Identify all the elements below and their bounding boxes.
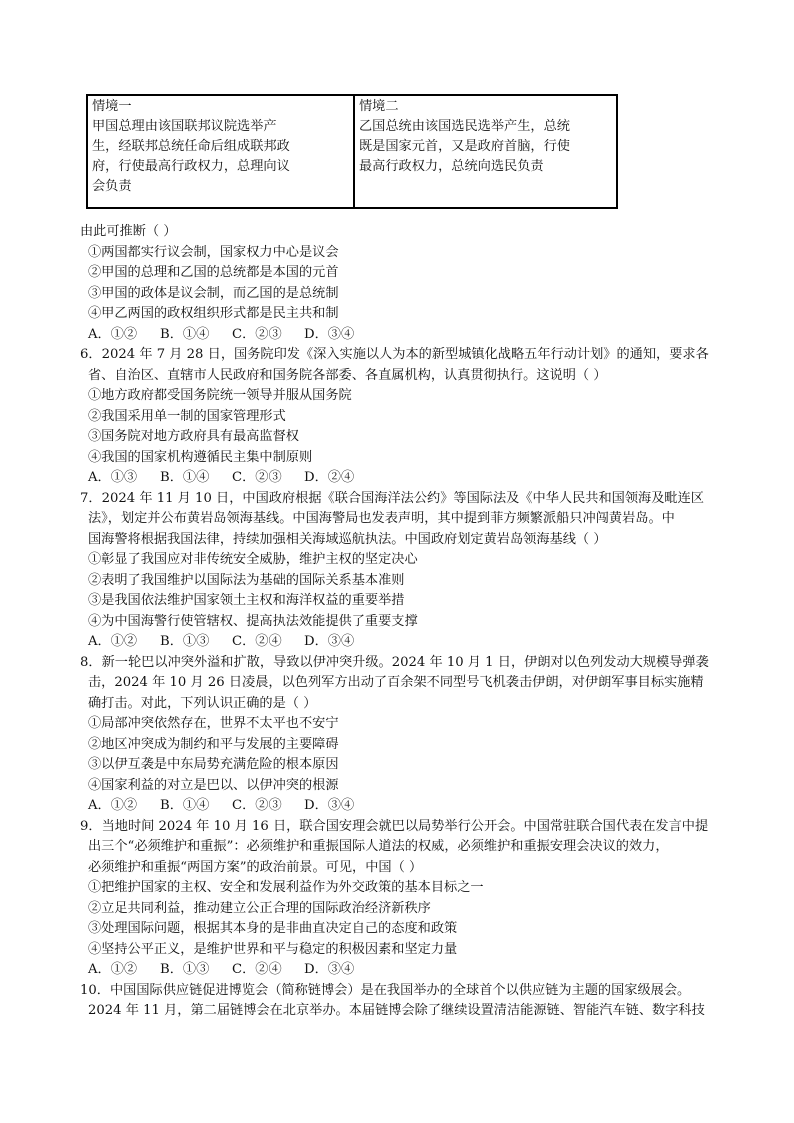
answer-c: C．②③: [232, 798, 282, 813]
answer-a: A．①②: [88, 326, 138, 342]
answer-c: C．②④: [232, 962, 282, 977]
option-item: ②甲国的总理和乙国的总统都是本国的元首: [88, 265, 339, 280]
answer-choices: [80, 325, 720, 346]
situation-two-line: 乙国总统由该国选民选举产生，总统: [359, 119, 570, 134]
situation-two-title: 情境二: [359, 99, 399, 114]
situation-two-line: 最高行政权力，总统向选民负责: [359, 159, 544, 174]
option-item: ③处理国际问题，根据其本身的是非曲直决定自己的态度和政策: [88, 921, 458, 936]
answer-choices: [80, 796, 720, 817]
option-item: ①地方政府都受国务院统一领导并服从国务院: [88, 388, 352, 403]
question-line: 6．2024 年 7 月 28 日，国务院印发《深入实施以人为本的新型城镇化战略五年行动计划》的通知，要求各: [80, 347, 709, 362]
answer-b: B．①③: [160, 962, 210, 977]
answer-d: D．③④: [304, 326, 355, 342]
answer-d: D．②④: [304, 470, 355, 485]
answer-choices: [80, 468, 720, 489]
answer-a: A．①②: [88, 798, 138, 813]
option-item: ②我国采用单一制的国家管理形式: [88, 408, 286, 424]
situation-one-title: 情境一: [92, 99, 132, 114]
question-line: 8．新一轮巴以冲突外溢和扩散，导致以伊冲突升级。2024 年 10 月 1 日，伊朗对以色列发动大规模导弹袭: [80, 654, 709, 670]
question-line: 法》，划定并公布黄岩岛领海基线。中国海警局也发表声明，其中提到菲方频繁派船只冲闯黄岩岛。中: [88, 511, 675, 526]
option-item: ①彰显了我国应对非传统安全威胁，维护主权的坚定决心: [88, 552, 418, 567]
answer-b: B．①③: [160, 634, 210, 649]
option-item: ③国务院对地方政府具有最高监督权: [88, 429, 299, 444]
answer-d: D．③④: [304, 634, 355, 649]
answer-a: A．①③: [88, 470, 138, 485]
option-item: ④我国的国家机构遵循民主集中制原则: [88, 449, 313, 465]
question-line: 确打击。对此，下列认识正确的是（ ）: [88, 695, 317, 711]
situation-two-cell: [354, 95, 617, 208]
option-item: ④甲乙两国的政权组织形式都是民主共和制: [88, 306, 339, 321]
situation-one-line: 生，经联邦总统任命后组成联邦政: [92, 139, 290, 154]
answer-a: A．①②: [88, 634, 138, 649]
situation-table: [86, 94, 618, 209]
question-line: 国海警将根据我国法律，持续加强相关海域巡航执法。中国政府划定黄岩岛领海基线（ ）: [88, 531, 607, 547]
answer-c: C．②④: [232, 634, 282, 649]
option-item: ②表明了我国维护以国际法为基础的国际关系基本准则: [88, 572, 405, 588]
situation-one-line: 会负责: [92, 179, 132, 194]
question-line: 省、自治区、直辖市人民政府和国务院各部委、各直属机构，认真贯彻执行。这说明（ ）: [88, 367, 607, 383]
answer-a: A．①②: [88, 962, 138, 977]
option-item: ①把维护国家的主权、安全和发展利益作为外交政策的基本目标之一: [88, 880, 484, 895]
option-item: ②地区冲突成为制约和平与发展的主要障碍: [88, 736, 339, 752]
question-stem: 由此可推断（ ）: [80, 224, 177, 239]
option-item: ④国家利益的对立是巴以、以伊冲突的根源: [88, 777, 339, 793]
option-item: ③以伊互袭是中东局势充满危险的根本原因: [88, 757, 339, 772]
option-item: ②立足共同利益，推动建立公正合理的国际政治经济新秩序: [88, 900, 431, 916]
option-item: ①两国都实行议会制，国家权力中心是议会: [88, 244, 339, 260]
situation-one-line: 甲国总理由该国联邦议院选举产: [92, 119, 277, 134]
question-line: 2024 年 11 月，第二届链博会在北京举办。本届链博会除了继续设置清洁能源链、智能汽车链、数字科技: [88, 1003, 705, 1018]
answer-b: B．①④: [160, 470, 210, 485]
question-line: 9．当地时间 2024 年 10 月 16 日，联合国安理会就巴以局势举行公开会。中国常驻联合国代表在发言中提: [80, 818, 709, 834]
situation-two-line: 既是国家元首，又是政府首脑，行使: [359, 139, 570, 154]
option-item: ①局部冲突依然存在，世界不太平也不安宁: [88, 716, 339, 731]
situation-one-line: 府，行使最高行政权力，总理向议: [92, 159, 290, 174]
option-item: ④为中国海警行使管辖权、提高执法效能提供了重要支撑: [88, 613, 418, 629]
answer-d: D．③④: [304, 798, 355, 813]
answer-c: C．②③: [232, 470, 282, 485]
option-item: ③甲国的政体是议会制，而乙国的是总统制: [88, 285, 339, 301]
question-line: 出三个“必须维护和重振”：必须维护和重振国际人道法的权威，必须维护和重振安理会决议的效力，: [88, 839, 669, 854]
option-item: ④坚持公平正义，是维护世界和平与稳定的积极因素和坚定力量: [88, 941, 458, 957]
question-line: 必须维护和重振“两国方案”的政治前景。可见，中国（ ）: [88, 859, 423, 875]
option-item: ③是我国依法维护国家领土主权和海洋权益的重要举措: [88, 593, 405, 608]
answer-c: C．②③: [232, 326, 282, 342]
answer-choices: [80, 632, 720, 653]
answer-b: B．①④: [160, 326, 210, 342]
answer-choices: [80, 960, 720, 981]
answer-b: B．①④: [160, 798, 210, 813]
question-line: 10．中国国际供应链促进博览会（简称链博会）是在我国举办的全球首个以供应链为主题的国家级展会。: [80, 982, 691, 998]
question-list: [80, 222, 720, 1022]
answer-d: D．③④: [304, 962, 355, 977]
situation-one-cell: [87, 95, 354, 208]
question-line: 7．2024 年 11 月 10 日，中国政府根据《联合国海洋法公约》等国际法及《中华人民共和国领海及毗连区: [80, 490, 704, 506]
question-line: 击，2024 年 10 月 26 日凌晨，以色列军方出动了百余架不同型号飞机袭击伊朗，对伊朗军事目标实施精: [88, 675, 704, 690]
